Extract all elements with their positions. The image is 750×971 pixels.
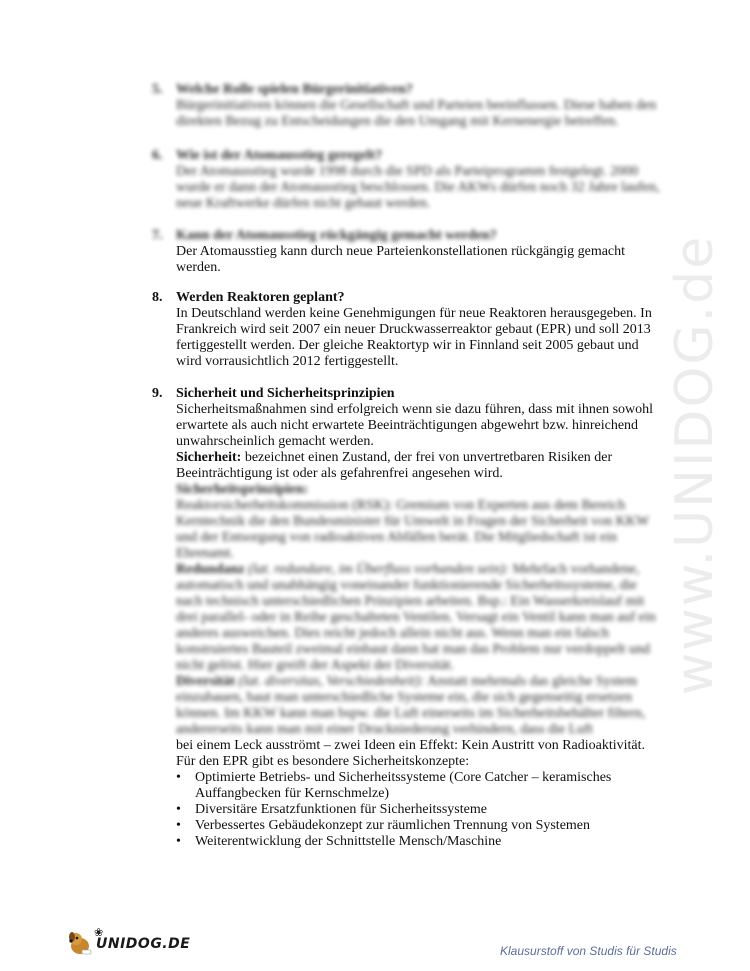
logo-text <box>94 926 191 952</box>
list-item-text: Verbessertes Gebäudekonzept zur räumlichen Trennung von Systemen <box>195 818 591 833</box>
bullet-icon: • <box>176 770 181 785</box>
section-9 <box>152 386 662 850</box>
redundanz-latin: (lat. redundare, im Überfluss vorhanden sein): <box>244 562 510 577</box>
answer-text: In Deutschland werden keine Genehmigungen für neue Reaktoren herausgegeben. In Frankreich wird seit 2007 ein neuer Druckwasserreaktor gebaut (EPR) und soll 2013 fertiggestellt werden. Der gleiche Reaktortyp wir in Finnland seit 2005 gebaut und wird vorrausichtlich 2012 fertiggestellt. <box>176 306 652 369</box>
section-intro: Sicherheitsmaßnahmen sind erfolgreich wenn sie dazu führen, dass mit ihnen sowohl erwartete als auch nicht erwartete Beeinträchtigungen abgewehrt bzw. hinreichend unwahrscheinlich gemacht werden. <box>176 402 654 449</box>
list-item-text: Optimierte Betriebs- und Sicherheitssysteme (Core Catcher – keramisches Auffangbecken für Kernschmelze) <box>195 770 612 801</box>
list-item <box>152 834 662 850</box>
unidog-logo[interactable] <box>66 926 206 962</box>
sicherheit-label: Sicherheit: <box>176 450 242 465</box>
diversitaet-text: Anstatt mehrmals das gleiche System einzubauen, baut man unterschiedliche Systeme ein, die sich gegenseitig ersetzen können. Im KKW kann man bspw. die Luft einerseits im Sicherheitsbehälter filtern, andererseits kann man mit einer Druckniederung verhindern, dass die Luft <box>176 674 646 737</box>
answer-text: Der Atomausstieg wurde 1998 durch die SPD als Parteiprogramm festgelegt. 2000 wurde er dann der Atomausstieg beschlossen. Die AKWs dürfen noch 32 Jahre laufen, neue Kraftwerke dürfen nicht gebaut werden. <box>176 164 660 211</box>
sicherheit-text: bezeichnet einen Zustand, der frei von unvertretbaren Risiken der Beeinträchtigung ist oder als gefahrenfrei angesehen wird. <box>176 450 613 481</box>
question-7 <box>152 228 662 276</box>
question-title: Welche Rolle spielen Bürgerinitiativen? <box>176 82 413 97</box>
question-number: 8. <box>152 290 163 305</box>
answer-text: Der Atomausstieg kann durch neue Parteienkonstellationen rückgängig gemacht werden. <box>176 244 626 275</box>
question-6 <box>152 148 662 212</box>
question-title: Werden Reaktoren geplant? <box>176 290 345 305</box>
question-title: Wie ist der Atomausstieg geregelt? <box>176 148 383 163</box>
dog-mascot-icon <box>66 928 96 958</box>
diversitaet-label: Diversität <box>176 674 236 689</box>
section-heading: Sicherheit und Sicherheitsprinzipien <box>176 386 395 401</box>
section-number: 9. <box>152 386 163 401</box>
footer-tagline: Klausurstoff von Studis für Studis <box>500 944 677 958</box>
sicherheit-definition <box>176 450 662 482</box>
bullet-icon: • <box>176 818 181 833</box>
redundanz-paragraph <box>176 562 662 674</box>
blurred-principles-block <box>176 482 662 738</box>
bullet-icon: • <box>176 834 181 849</box>
diversitaet-latin: (lat. diversitas, Verschiedenheit): <box>235 674 425 689</box>
question-8 <box>152 290 662 370</box>
epr-bullet-list <box>152 770 662 850</box>
rsk-text: Reaktorsicherheitskommission (RSK): Gremium von Experten aus dem Bereich Kerntechnik die den Bundesminister für Umwelt in Fragen der Sicherheit von KKW und der Entsorgung von radioaktiven Abfällen berät. Die Mitgliedschaft ist ein Ehrenamt. <box>176 498 649 561</box>
question-5 <box>152 82 662 130</box>
paw-icon: ❀ <box>94 926 104 939</box>
answer-text: Bürgerinitiativen können die Gesellschaft und Parteien beeinflussen. Diese haben den direkten Bezug zu Entscheidungen die den Umgang mit Kernenergie betreffen. <box>176 98 657 129</box>
list-item <box>152 818 662 834</box>
diversitaet-tail: bei einem Leck ausströmt – zwei Ideen ein Effekt: Kein Austritt von Radioaktivität. <box>176 738 646 753</box>
redundanz-text: Mehrfach vorhandene, automatisch und unabhängig voneinander funktionierende Sicherheitssysteme, die nach technisch unterschiedlichen Prinzipien arbeiten. Bsp.: Ein Wasserkreislauf mit drei parallel- oder in Reihe geschalteten Ventilen. Versagt ein Ventil kann man auf ein anderes ausweichen. Dies reicht jedoch allein nicht aus. Wenn man ein falsch konstruiertes Bauteil zweimal einbaut dann hat man das Problem nur verdoppelt und nicht gelöst. Hier greift der Aspekt der Diversität. <box>176 562 656 673</box>
question-number: 6. <box>152 148 163 163</box>
list-item <box>152 770 662 802</box>
list-item <box>152 802 662 818</box>
question-title: Kann der Atomausstieg rückgängig gemacht werden? <box>176 228 497 243</box>
diversitaet-paragraph <box>176 674 662 738</box>
question-number: 7. <box>152 228 163 243</box>
prinzipien-label: Sicherheitsprinzipien: <box>176 482 309 497</box>
logo-text-label: UNIDOG.DE <box>96 936 191 952</box>
list-item-text: Weiterentwicklung der Schnittstelle Mensch/Maschine <box>195 834 502 849</box>
question-number: 5. <box>152 82 163 97</box>
redundanz-label: Redundanz <box>176 562 245 577</box>
list-item-text: Diversitäre Ersatzfunktionen für Sicherheitssysteme <box>195 802 487 817</box>
epr-intro: Für den EPR gibt es besondere Sicherheitskonzepte: <box>176 754 470 769</box>
watermark-text: www.UNIDOG.de <box>665 234 725 696</box>
bullet-icon: • <box>176 802 181 817</box>
